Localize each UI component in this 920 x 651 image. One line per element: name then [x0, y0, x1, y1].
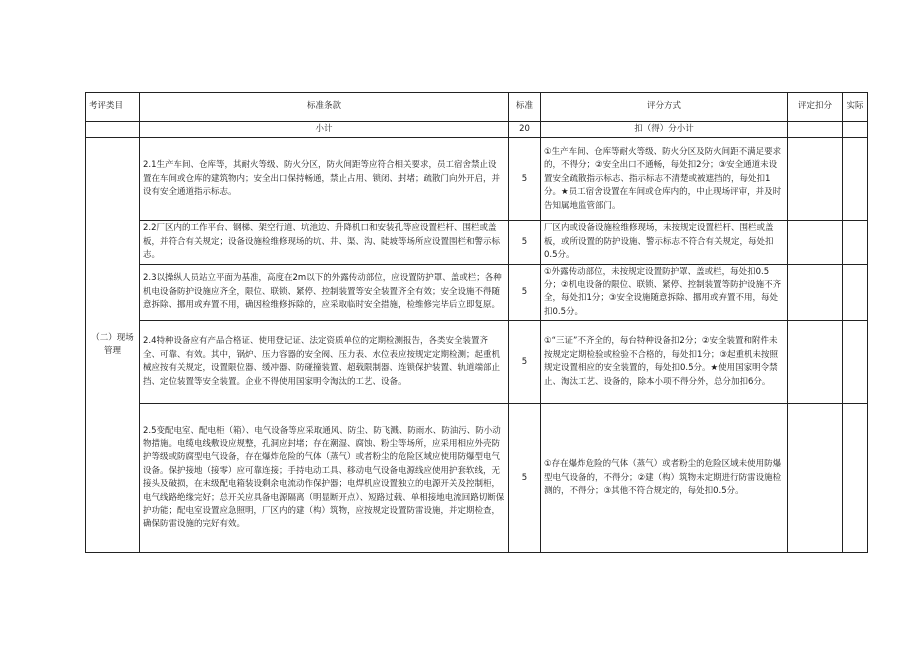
evaluation-table — [85, 92, 868, 553]
subtotal-empty-cell — [86, 122, 140, 138]
subtotal-actual-cell — [843, 122, 868, 138]
subtotal-deduct-label: 扣（得）分小计 — [541, 122, 788, 138]
method-cell: ①“三证”不齐全的，每台特种设备扣2分；②安全装置和附件未按规定定期检验或检验不合格的，每处扣1分；③起重机未按照规定设置相应的安全装置的，每处扣0.5分。★使用国家明令禁止、淘汰工艺、设备的，除本小项不得分外，总分加扣6分。 — [541, 321, 788, 404]
score-cell: 5 — [509, 221, 541, 264]
subtotal-score: 20 — [509, 122, 541, 138]
actual-cell — [843, 138, 868, 221]
header-category: 考评类目 — [86, 93, 140, 122]
method-cell: 厂区内或设备设施检维修现场，未按规定设置栏杆、围栏或盖板，或所设置的防护设施、警示标志不符合有关规定，每处扣0.5分。 — [541, 221, 788, 264]
header-row — [86, 93, 868, 122]
score-cell: 5 — [509, 264, 541, 321]
actual-cell — [843, 221, 868, 264]
standard-cell: 2.3以操纵人员站立平面为基准，高度在2m以下的外露传动部位，应设置防护罩、盖或栏；各种机电设备防护设施应齐全，限位、联锁、紧停、控制装置等安全装置齐全有效；安全设施不得随意拆除、挪用或弃置不用，确因检维修拆除的，应采取临时安全措施，检维修完毕后立即复原。 — [140, 264, 509, 321]
actual-cell — [843, 404, 868, 553]
deduction-cell — [788, 138, 843, 221]
actual-cell — [843, 264, 868, 321]
deduction-cell — [788, 404, 843, 553]
subtotal-deduction-cell — [788, 122, 843, 138]
standard-cell: 2.1生产车间、仓库等，其耐火等级、防火分区，防火间距等应符合相关要求，员工宿舍禁止设置在车间或仓库的建筑物内；安全出口保持畅通，禁止占用、锁闭、封堵；疏散门向外开启，并设有安全通道指示标志。 — [140, 138, 509, 221]
header-method: 评分方式 — [541, 93, 788, 122]
header-actual: 实际 — [843, 93, 868, 122]
standard-cell: 2.5变配电室、配电柜（箱）、电气设备等应采取通风、防尘、防飞溅、防雨水、防油污、防小动物措施。电缆电线敷设应规整，孔洞应封堵；存在潮湿、腐蚀、粉尘等场所，应采用相应外壳防护等级或防腐型电气设备，存在爆炸危险的气体（蒸气）或者粉尘的危险区域应使用防爆型电气设备。保护接地（接零）应可靠连接；手持电动工具、移动电气设备电源线应使用护套软线，无接头及破损，在末级配电箱装设剩余电流动作保护器；电焊机应设置独立的电源开关及控制柜，电气线路绝缘完好；总开关应具备电源隔离（明显断开点）、短路过载、单相接地电流回路切断保护功能；配电室设置应急照明，厂区内的建（构）筑物，应按规定设置防雷设施，并定期检查，确保防雷设施的完好有效。 — [140, 404, 509, 553]
standard-cell: 2.2厂区内的工作平台、钢梯、架空行道、坑池边、升降机口和安装孔等应设置栏杆、围栏或盖板，并符合有关规定；设备设施检维修现场的坑、井、渠、沟、陡坡等场所应设置围栏和警示标志。 — [140, 221, 509, 264]
table-row — [86, 404, 868, 553]
score-cell: 5 — [509, 138, 541, 221]
table-row — [86, 321, 868, 404]
deduction-cell — [788, 264, 843, 321]
table-row — [86, 221, 868, 264]
deduction-cell — [788, 321, 843, 404]
score-cell: 5 — [509, 321, 541, 404]
table-row — [86, 264, 868, 321]
deduction-cell — [788, 221, 843, 264]
header-score: 标准 — [509, 93, 541, 122]
standard-cell: 2.4特种设备应有产品合格证、使用登记证、法定资质单位的定期检测报告，各类安全装置齐全、可靠、有效。其中，锅炉、压力容器的安全阀、压力表、水位表应按规定定期检测；起重机械应按有关规定，设置限位器、缓冲器、防碰撞装置、超载限制器、连锁保护装置、轨道端部止挡、定位装置等安全装置。企业不得使用国家明令淘汰的工艺、设备。 — [140, 321, 509, 404]
score-cell: 5 — [509, 404, 541, 553]
category-cell: （二）现场管理 — [86, 138, 140, 553]
method-cell: ①外露传动部位，未按规定设置防护罩、盖或栏，每处扣0.5分；②机电设备的限位、联锁、紧停、控制装置等防护设施不齐全，每处扣1分；③安全设施随意拆除、挪用或弃置不用，每处扣0.5分。 — [541, 264, 788, 321]
subtotal-row — [86, 122, 868, 138]
subtotal-label: 小计 — [140, 122, 509, 138]
actual-cell — [843, 321, 868, 404]
header-standard: 标准条款 — [140, 93, 509, 122]
header-deduction: 评定扣分 — [788, 93, 843, 122]
table-row — [86, 138, 868, 221]
method-cell: ①生产车间、仓库等耐火等级、防火分区及防火间距不满足要求的，不得分；②安全出口不通畅，每处扣2分；③安全通道未设置安全疏散指示标志、指示标志不清楚或被遮挡的，每处扣1分。★员工宿舍设置在车间或仓库内的，中止现场评审，并及时告知属地监管部门。 — [541, 138, 788, 221]
method-cell: ①存在爆炸危险的气体（蒸气）或者粉尘的危险区域未使用防爆型电气设备的，不得分；②建（构）筑物未定期进行防雷设施检测的，不得分；③其他不符合规定的，每处扣0.5分。 — [541, 404, 788, 553]
